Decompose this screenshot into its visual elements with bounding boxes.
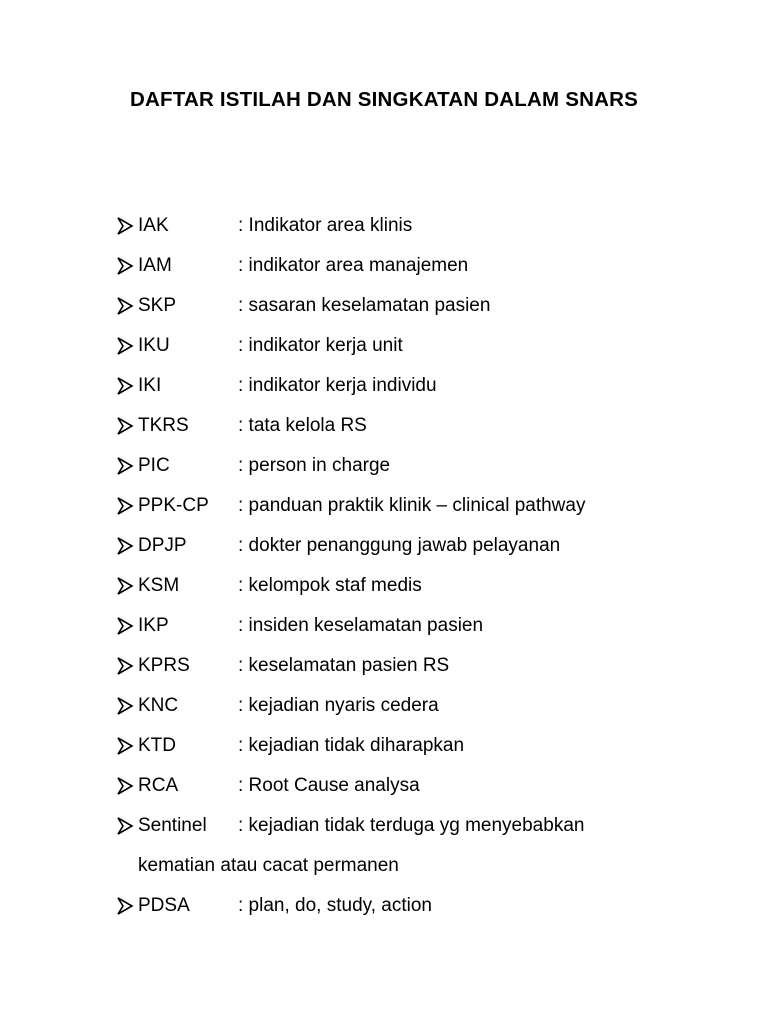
term-item — [116, 566, 756, 606]
arrowhead-bullet-icon — [116, 806, 136, 846]
term-abbreviation: IAM — [138, 255, 172, 276]
page-title: DAFTAR ISTILAH DAN SINGKATAN DALAM SNARS — [130, 88, 638, 111]
arrowhead-bullet-icon — [116, 566, 136, 606]
arrowhead-bullet-icon — [116, 206, 136, 246]
arrowhead-bullet-icon — [116, 406, 136, 446]
term-definition: : kelompok staf medis — [238, 575, 422, 596]
term-definition: : indikator kerja unit — [238, 335, 403, 356]
term-definition: : plan, do, study, action — [238, 895, 432, 916]
term-item — [116, 726, 756, 766]
term-abbreviation: Sentinel — [138, 815, 207, 836]
term-abbreviation: SKP — [138, 295, 177, 316]
term-definition: : Root Cause analysa — [238, 775, 420, 796]
term-definition: : kejadian tidak terduga yg menyebabkan — [238, 815, 585, 836]
term-definition: : keselamatan pasien RS — [238, 655, 450, 676]
term-abbreviation: IKI — [138, 375, 162, 396]
term-item — [116, 246, 756, 286]
term-item — [116, 486, 756, 526]
term-definition: : sasaran keselamatan pasien — [238, 295, 491, 316]
term-item — [116, 406, 756, 446]
term-definition: : Indikator area klinis — [238, 215, 413, 236]
term-abbreviation: RCA — [138, 775, 179, 796]
term-abbreviation: IKP — [138, 615, 169, 636]
term-item — [116, 686, 756, 726]
term-item — [116, 446, 756, 486]
term-item — [116, 766, 756, 806]
term-item — [116, 646, 756, 686]
arrowhead-bullet-icon — [116, 606, 136, 646]
term-item — [116, 206, 756, 246]
term-item — [116, 606, 756, 646]
term-item — [116, 286, 756, 326]
term-abbreviation: IKU — [138, 335, 170, 356]
arrowhead-bullet-icon — [116, 526, 136, 566]
term-abbreviation: DPJP — [138, 535, 187, 556]
term-abbreviation: PIC — [138, 455, 170, 476]
term-item — [116, 526, 756, 566]
arrowhead-bullet-icon — [116, 646, 136, 686]
arrowhead-bullet-icon — [116, 246, 136, 286]
term-definition: : tata kelola RS — [238, 415, 367, 436]
term-definition: : person in charge — [238, 455, 391, 476]
term-abbreviation: TKRS — [138, 415, 189, 436]
arrowhead-bullet-icon — [116, 326, 136, 366]
term-definition: : dokter penanggung jawab pelayanan — [238, 535, 561, 556]
arrowhead-bullet-icon — [116, 486, 136, 526]
term-abbreviation: IAK — [138, 215, 169, 236]
term-abbreviation: PDSA — [138, 895, 190, 916]
arrowhead-bullet-icon — [116, 446, 136, 486]
term-item — [116, 326, 756, 366]
term-definition: : indikator kerja individu — [238, 375, 437, 396]
term-abbreviation: KSM — [138, 575, 180, 596]
term-item — [116, 366, 756, 406]
term-definition: : kejadian tidak diharapkan — [238, 735, 465, 756]
term-definition: : indikator area manajemen — [238, 255, 469, 276]
arrowhead-bullet-icon — [116, 766, 136, 806]
term-list — [116, 206, 756, 926]
arrowhead-bullet-icon — [116, 726, 136, 766]
term-definition: : insiden keselamatan pasien — [238, 615, 484, 636]
arrowhead-bullet-icon — [116, 686, 136, 726]
term-definition-continuation: kematian atau cacat permanen — [138, 855, 399, 876]
arrowhead-bullet-icon — [116, 366, 136, 406]
arrowhead-bullet-icon — [116, 886, 136, 926]
arrowhead-bullet-icon — [116, 286, 136, 326]
term-item — [116, 806, 756, 886]
term-abbreviation: KNC — [138, 695, 179, 716]
term-abbreviation: KPRS — [138, 655, 190, 676]
term-item — [116, 886, 756, 926]
term-abbreviation: PPK-CP — [138, 495, 209, 516]
term-definition: : panduan praktik klinik – clinical pathway — [238, 495, 586, 516]
term-abbreviation: KTD — [138, 735, 176, 756]
term-definition: : kejadian nyaris cedera — [238, 695, 439, 716]
